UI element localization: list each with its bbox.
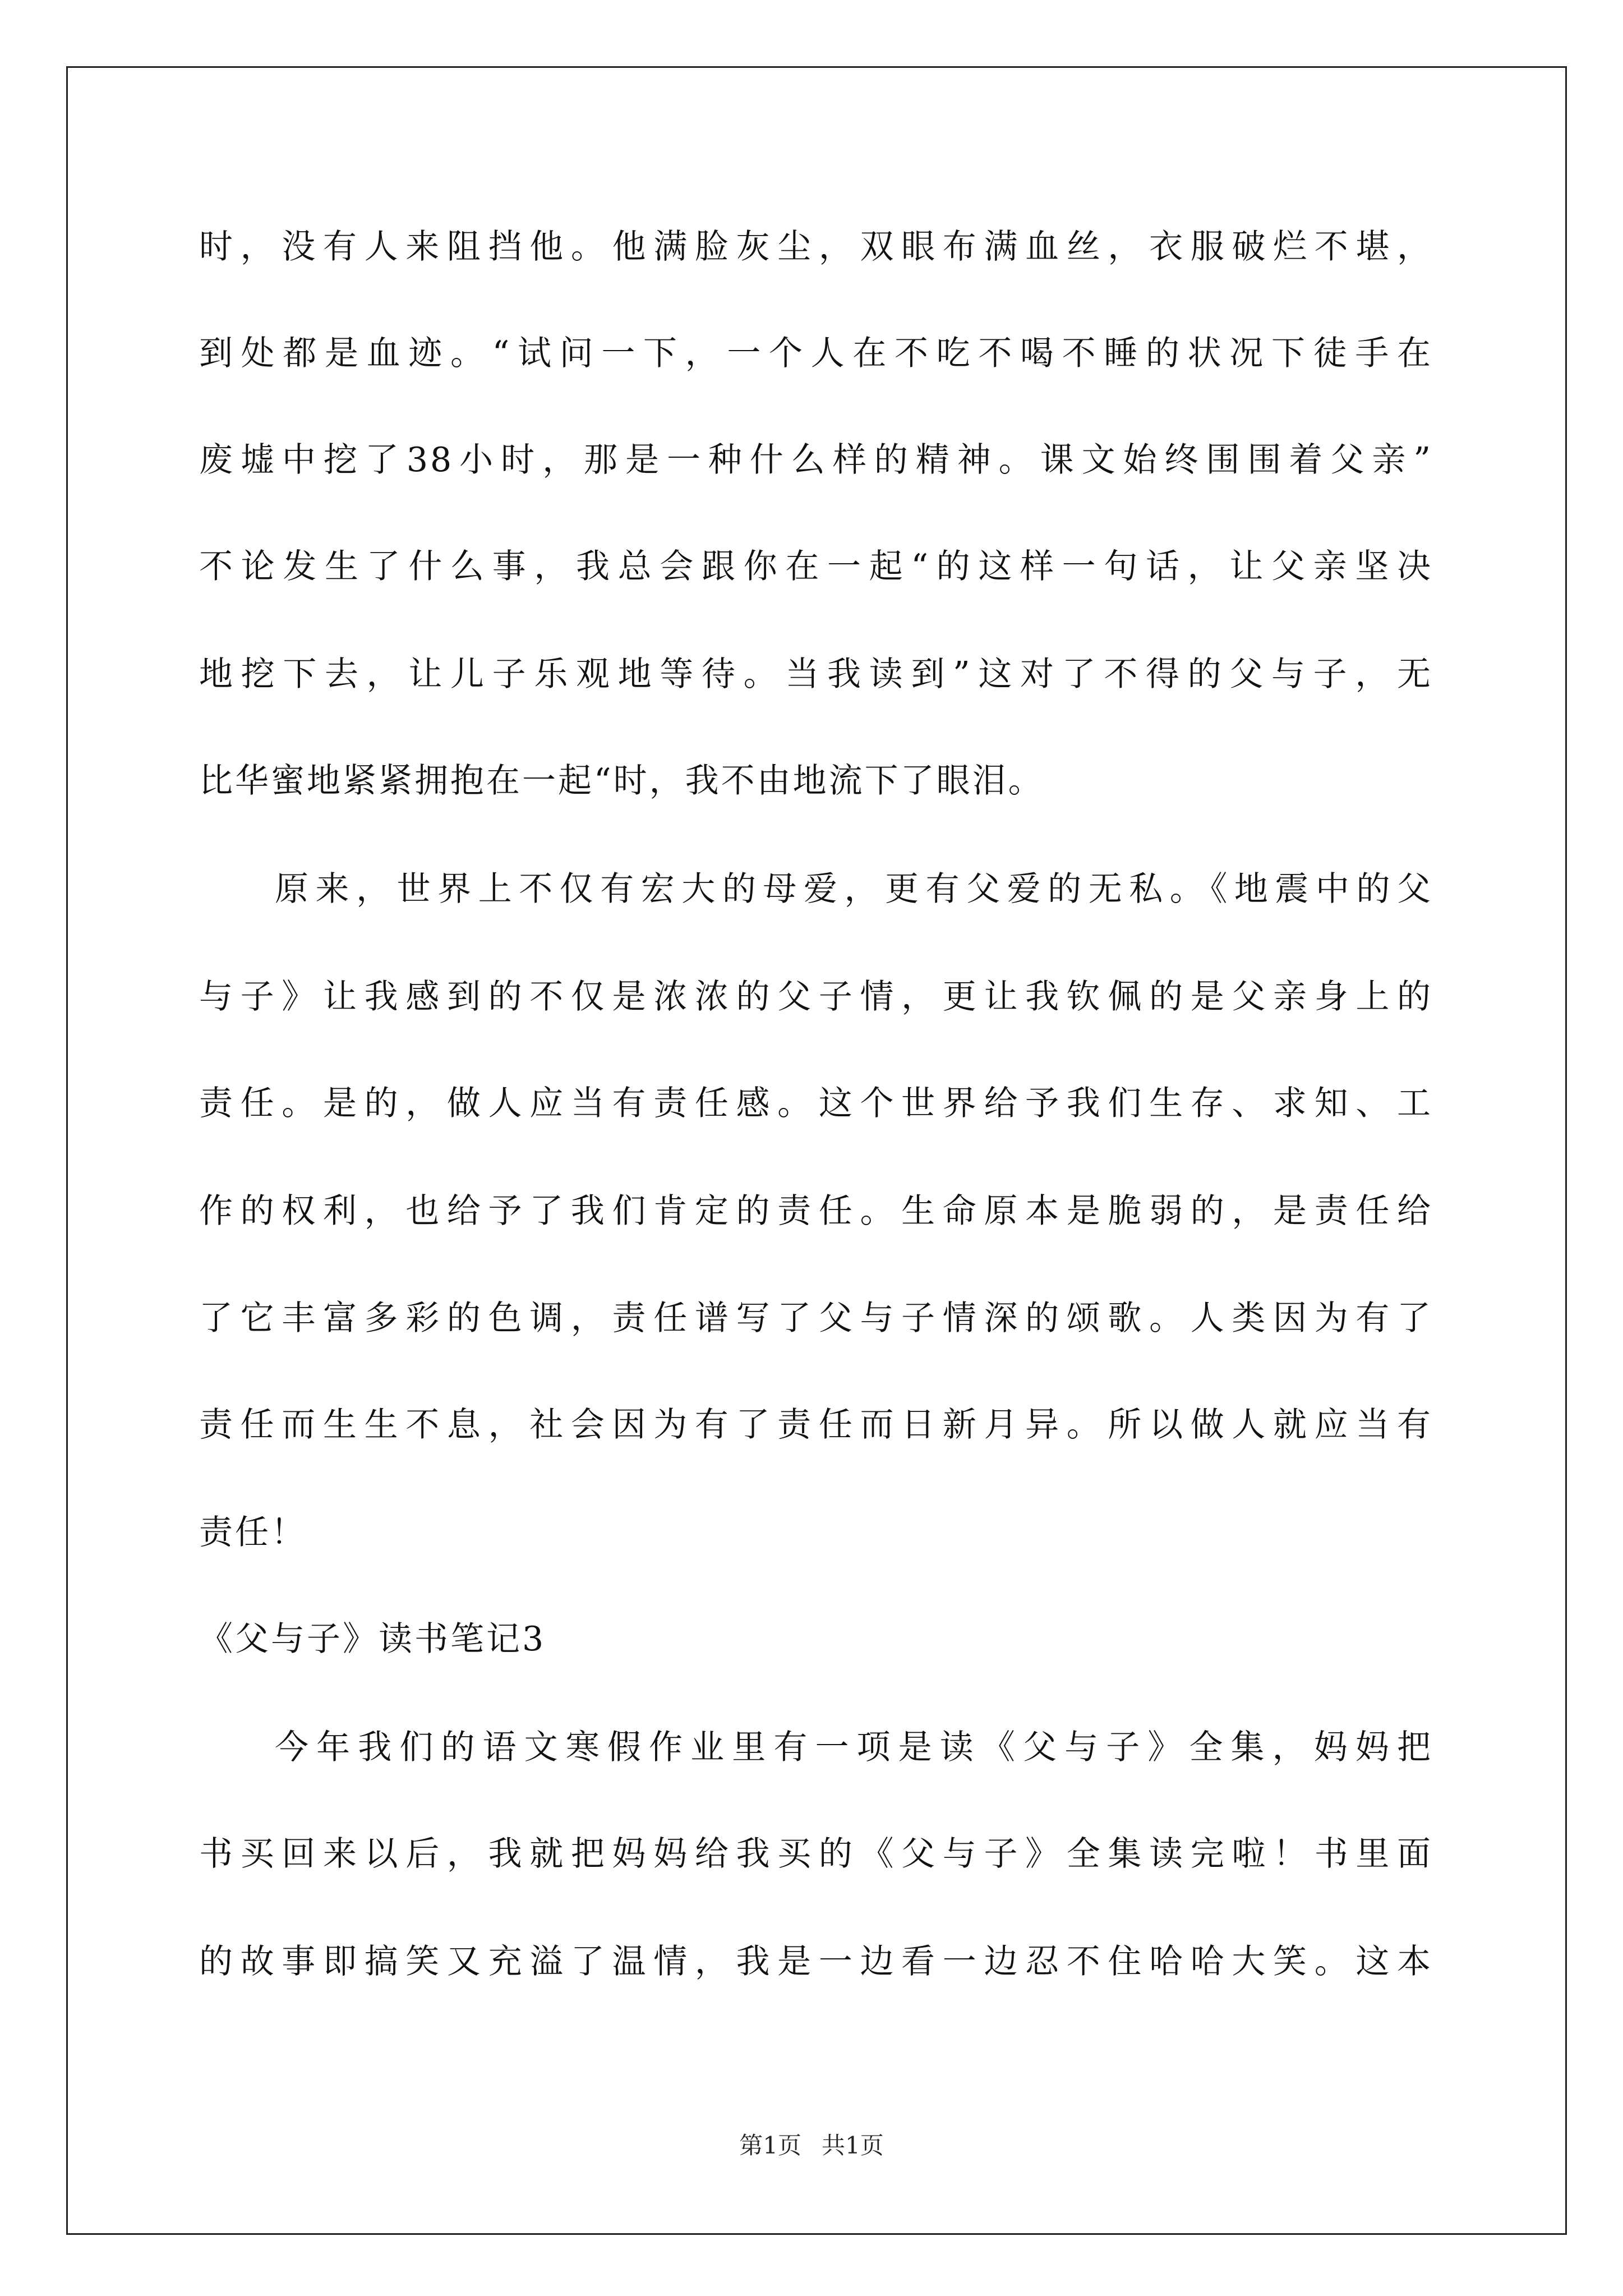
paragraph-1-line-4: 不论发生了什么事，我总会跟你在一起“的这样一句话，让父亲坚决 [199,547,1433,586]
paragraph-1-line-5: 地挖下去，让儿子乐观地等待。当我读到”这对了不得的父与子，无 [199,655,1433,694]
paragraph-1-line-6: 比华蜜地紧紧拥抱在一起“时，我不由地流下了眼泪。 [199,761,1044,800]
paragraph-1-line-1: 时，没有人来阻挡他。他满脸灰尘，双眼布满血丝，衣服破烂不堪， [199,227,1433,266]
page-border [66,66,1567,2235]
paragraph-3-line-3: 的故事即搞笑又充溢了温情，我是一边看一边忍不住哈哈大笑。这本 [199,1942,1433,1981]
page-number-current: 第1页 [739,2132,801,2159]
paragraph-2-line-7: 责任！ [199,1513,307,1552]
paragraph-3-line-2: 书买回来以后，我就把妈妈给我买的《父与子》全集读完啦！书里面 [199,1834,1433,1874]
paragraph-1-line-2: 到处都是血迹。“试问一下，一个人在不吃不喝不睡的状况下徒手在 [199,334,1433,373]
paragraph-2-line-6: 责任而生生不息，社会因为有了责任而日新月异。所以做人就应当有 [199,1405,1433,1444]
paragraph-2-line-3: 责任。是的，做人应当有责任感。这个世界给予我们生存、求知、工 [199,1084,1433,1123]
page-footer [0,2129,1623,2162]
paragraph-2-line-2: 与子》让我感到的不仅是浓浓的父子情，更让我钦佩的是父亲身上的 [199,977,1433,1016]
paragraph-1-line-3: 废墟中挖了38小时，那是一种什么样的精神。课文始终围围着父亲” [199,440,1433,480]
section-heading: 《父与子》读书笔记3 [199,1619,546,1659]
paragraph-2-line-5: 了它丰富多彩的色调，责任谱写了父与子情深的颂歌。人类因为有了 [199,1299,1433,1338]
paragraph-2-line-4: 作的权利，也给予了我们肯定的责任。生命原本是脆弱的，是责任给 [199,1191,1433,1231]
paragraph-2-line-1: 原来，世界上不仅有宏大的母爱，更有父爱的无私。《地震中的父 [275,869,1433,909]
page-number-total: 共1页 [822,2132,884,2159]
paragraph-3-line-1: 今年我们的语文寒假作业里有一项是读《父与子》全集，妈妈把 [275,1728,1433,1767]
